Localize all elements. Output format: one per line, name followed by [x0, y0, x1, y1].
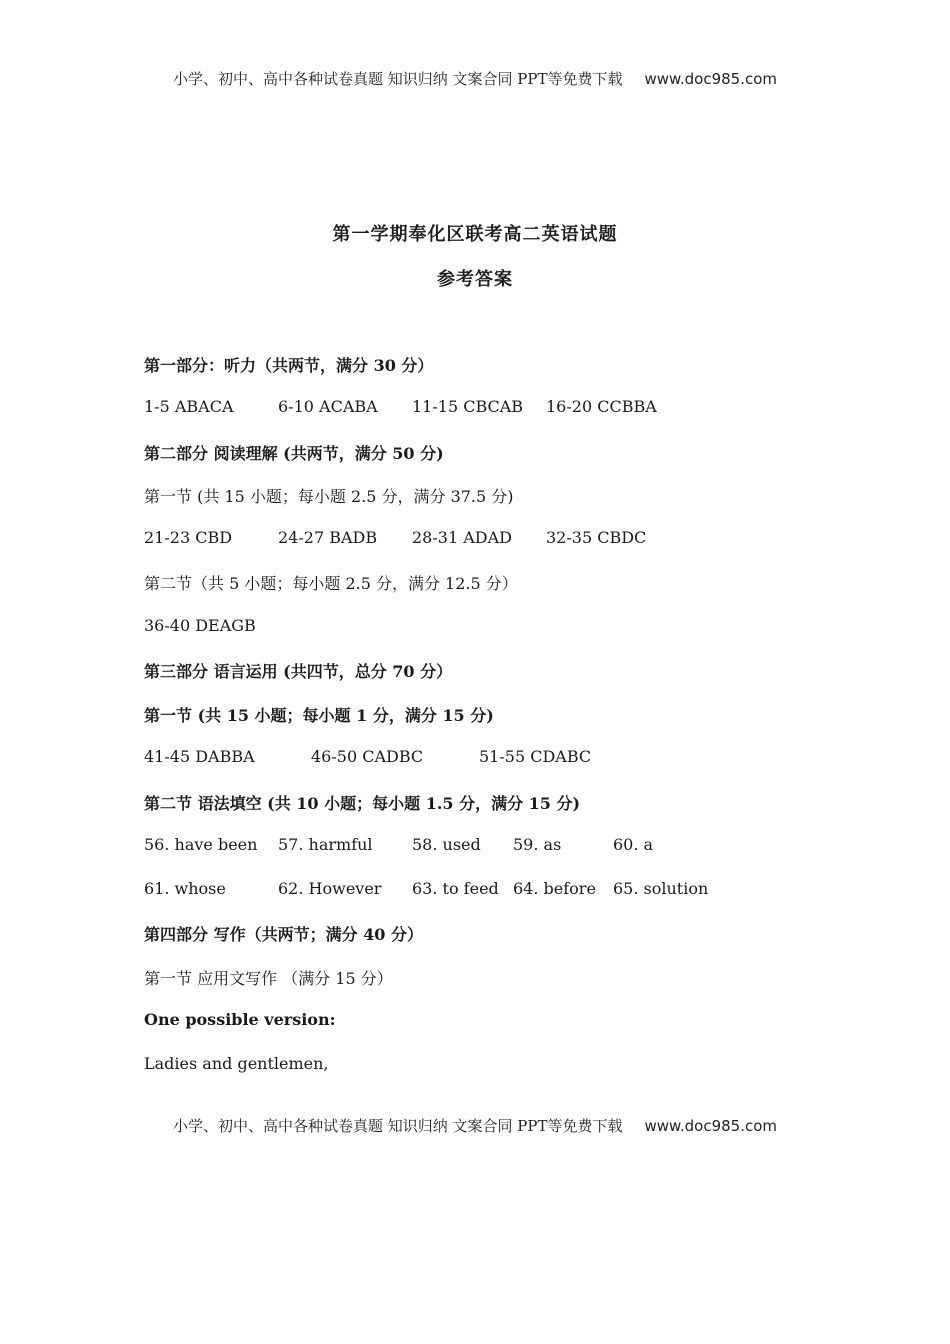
- part3-section1-answers: [144, 747, 844, 769]
- answer-group: 21-23 CBD: [144, 528, 233, 547]
- answer-item: 57. harmful: [278, 835, 373, 854]
- answer-group: 41-45 DABBA: [144, 747, 255, 766]
- page-title: 第一学期奉化区联考高二英语试题: [332, 224, 618, 245]
- banner-url[interactable]: www.doc985.com: [644, 70, 778, 88]
- answer-item: 63. to feed: [412, 879, 499, 898]
- answer-item: 62. However: [278, 879, 382, 898]
- part2-section1-heading: 第一节 (共 15 小题；每小题 2.5 分，满分 37.5 分): [144, 487, 514, 506]
- part3-section2-row2: [144, 879, 844, 901]
- page-subtitle: 参考答案: [437, 269, 513, 290]
- answer-group: 46-50 CADBC: [311, 747, 424, 766]
- part1-answers: [144, 397, 844, 419]
- part1-heading: 第一部分：听力（共两节，满分 30 分）: [144, 356, 434, 375]
- part2-section2-heading: 第二节（共 5 小题；每小题 2.5 分，满分 12.5 分）: [144, 574, 518, 593]
- answer-group: 11-15 CBCAB: [412, 397, 524, 416]
- answer-item: 61. whose: [144, 879, 226, 898]
- answer-item: 58. used: [412, 835, 481, 854]
- answer-group: 16-20 CCBBA: [546, 397, 657, 416]
- part2-section1-answers: [144, 528, 844, 550]
- part3-section2-row1: [144, 835, 844, 857]
- part4-section1-heading: 第一节 应用文写作 （满分 15 分）: [144, 969, 393, 988]
- answer-group: 51-55 CDABC: [479, 747, 592, 766]
- answer-item: 64. before: [513, 879, 596, 898]
- answer-group: 24-27 BADB: [278, 528, 378, 547]
- answer-group: 6-10 ACABA: [278, 397, 378, 416]
- answer-item: 60. a: [613, 835, 654, 854]
- banner-url[interactable]: www.doc985.com: [644, 1117, 778, 1135]
- part3-section1-heading: 第一节 (共 15 小题；每小题 1 分，满分 15 分): [144, 706, 494, 725]
- answer-group: 1-5 ABACA: [144, 397, 234, 416]
- answer-item: 65. solution: [613, 879, 709, 898]
- banner-text: 小学、初中、高中各种试卷真题 知识归纳 文案合同 PPT等免费下载: [172, 1117, 623, 1135]
- part3-section2-heading: 第二节 语法填空 (共 10 小题；每小题 1.5 分，满分 15 分): [144, 794, 581, 813]
- part3-heading: 第三部分 语言运用 (共四节，总分 70 分）: [144, 662, 453, 681]
- version-label: One possible version:: [144, 1010, 336, 1029]
- part2-heading: 第二部分 阅读理解 (共两节，满分 50 分): [144, 444, 444, 463]
- part4-heading: 第四部分 写作（共两节；满分 40 分）: [144, 925, 423, 944]
- answer-group: 32-35 CBDC: [546, 528, 647, 547]
- banner-text: 小学、初中、高中各种试卷真题 知识归纳 文案合同 PPT等免费下载: [172, 70, 623, 88]
- part2-section2-answers: 36-40 DEAGB: [144, 616, 256, 635]
- essay-greeting: Ladies and gentlemen,: [144, 1054, 329, 1073]
- answer-item: 59. as: [513, 835, 562, 854]
- answer-item: 56. have been: [144, 835, 258, 854]
- answer-group: 28-31 ADAD: [412, 528, 512, 547]
- footer-banner: [0, 1115, 950, 1136]
- header-banner: [0, 68, 950, 89]
